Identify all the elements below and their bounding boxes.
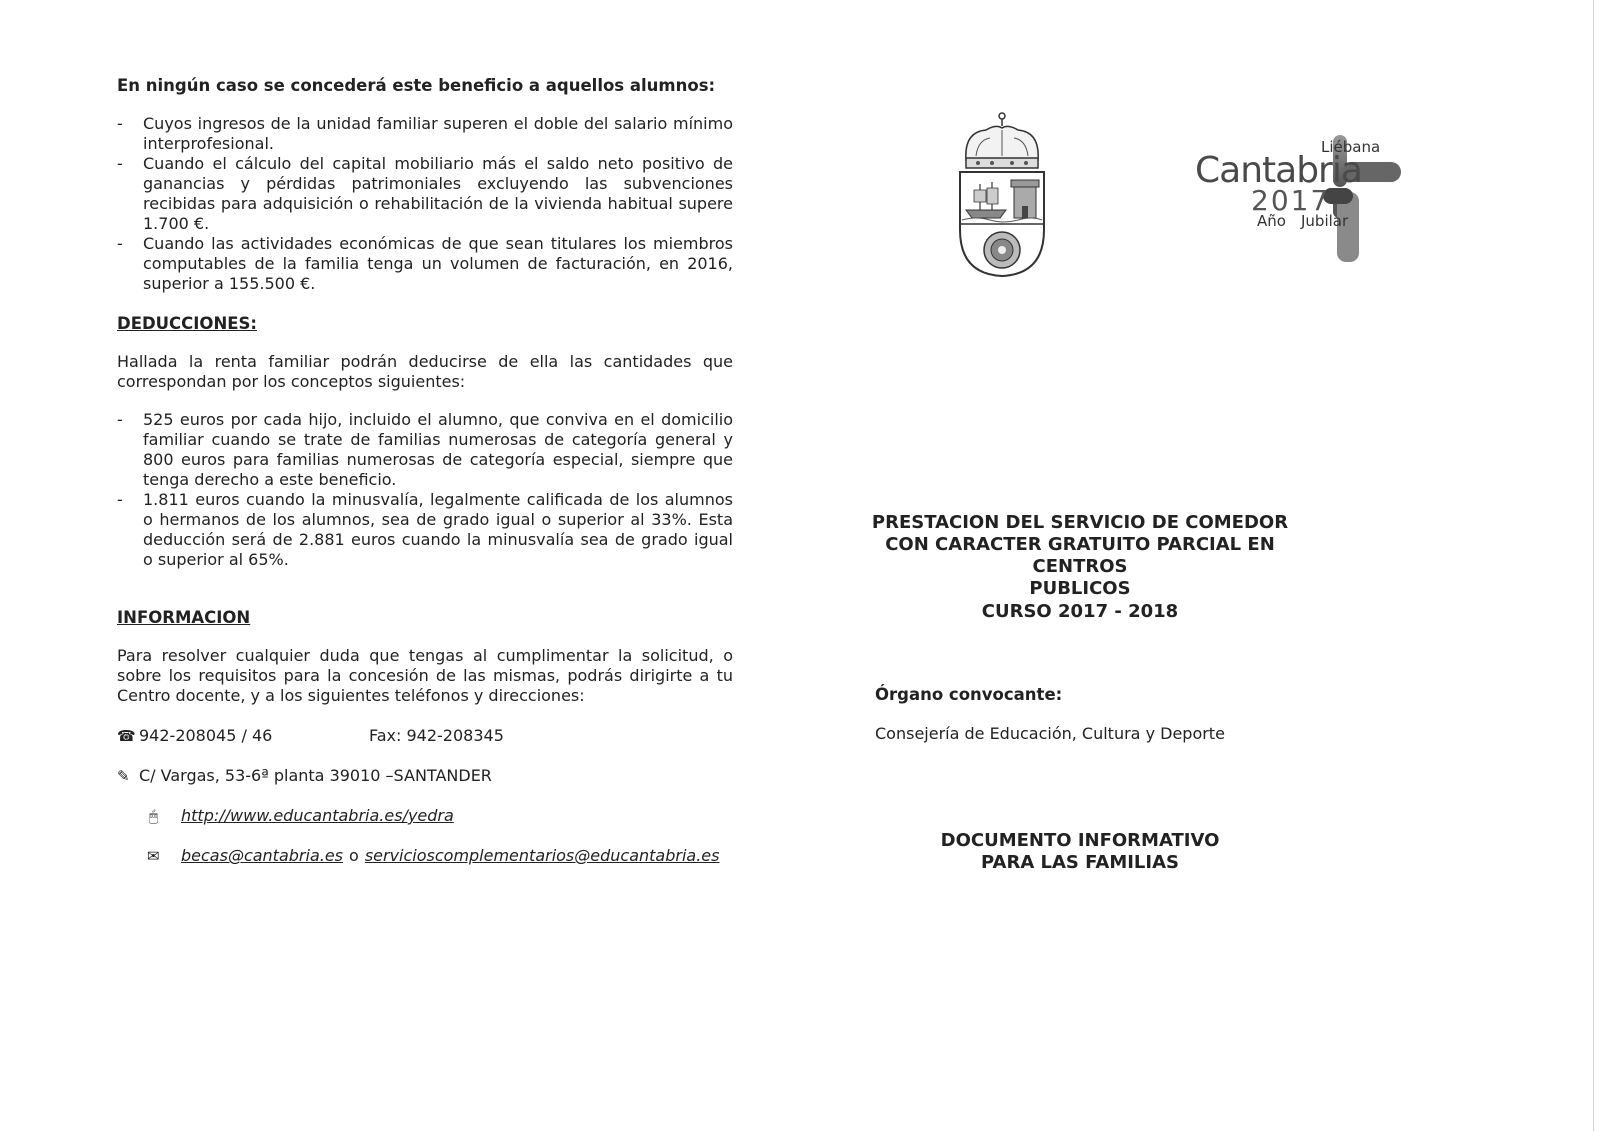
page-edge <box>1593 0 1594 1131</box>
informacion-text: Para resolver cualquier duda que tengas al cumplimentar la solicitud, o sobre los requisitos para la concesión de las mismas, podrás dirigirte a tu Centro docente, y a los siguientes teléfonos y direcciones: <box>117 646 733 705</box>
email-icon: ✉ <box>147 847 160 865</box>
logo-cantabria: Cantabria <box>1195 150 1362 191</box>
phone-number: 942-208045 / 46 <box>139 726 273 745</box>
email-link-servicios[interactable]: servicioscomplementarios@educantabria.es <box>364 846 720 865</box>
list-item: - 1.811 euros cuando la minusvalía, legalmente calificada de los alumnos o hermanos de los alumnos, sea de grado igual o superior al 33%. Esta deducción será de 2.881 euros cuando la minusvalía sea de grado igual o superior al 65%. <box>117 490 733 570</box>
cantabria-jubilee-logo <box>1195 130 1435 270</box>
exclusions-list <box>117 114 733 294</box>
coat-of-arms-icon <box>956 110 1048 280</box>
deducciones-heading: DEDUCCIONES: <box>117 314 258 333</box>
logo-ano: Año <box>1257 212 1286 230</box>
email-row <box>117 846 733 866</box>
deducciones-list <box>117 410 733 570</box>
logo-jubilar: Jubilar <box>1301 212 1349 230</box>
address-row <box>117 766 733 786</box>
pen-icon: ✎ <box>117 767 130 785</box>
address-text: C/ Vargas, 53-6ª planta 39010 –SANTANDER <box>139 766 492 785</box>
title-line: PARA LAS FAMILIAS <box>981 852 1179 873</box>
deducciones-intro: Hallada la renta familiar podrán deducirse de ella las cantidades que correspondan por los conceptos siguientes: <box>117 352 733 391</box>
title-line: PUBLICOS <box>1029 578 1131 599</box>
logo-year: 2017 <box>1251 184 1331 217</box>
email-link-becas[interactable]: becas@cantabria.es <box>181 846 344 865</box>
web-link[interactable]: http://www.educantabria.es/yedra <box>181 806 454 825</box>
list-item: - Cuyos ingresos de la unidad familiar superen el doble del salario mínimo interprofesional. <box>117 114 733 154</box>
exclusions-heading: En ningún caso se concederá este beneficio a aquellos alumnos: <box>117 76 716 95</box>
list-item: - 525 euros por cada hijo, incluido el alumno, que conviva en el domicilio familiar cuando se trate de familias numerosas de categoría general y 800 euros para familias numerosas de categoría especial, siempre que tenga derecho a este beneficio. <box>117 410 733 490</box>
title-line: PRESTACION DEL SERVICIO DE COMEDOR <box>871 512 1289 533</box>
phone-icon: ☎ <box>117 727 136 745</box>
mouse-icon: 🖱 <box>149 807 159 825</box>
title-line: CON CARACTER GRATUITO PARCIAL EN CENTROS <box>885 534 1275 577</box>
list-item: - Cuando el cálculo del capital mobiliario más el saldo neto positivo de ganancias y pérdidas patrimoniales excluyendo las subvenciones recibidas para adquisición o rehabilitación de la vivienda habitual supere 1.700 €. <box>117 154 733 234</box>
web-row <box>117 806 733 826</box>
list-item: - Cuando las actividades económicas de que sean titulares los miembros computables de la familia tenga un volumen de facturación, en 2016, superior a 155.500 €. <box>117 234 733 294</box>
main-title <box>870 512 1290 600</box>
organo-label: Órgano convocante: <box>875 685 1063 704</box>
phone-row <box>117 726 733 746</box>
fax-number: Fax: 942-208345 <box>369 726 504 745</box>
organo-value: Consejería de Educación, Cultura y Deporte <box>875 724 1225 743</box>
curso-title: CURSO 2017 - 2018 <box>981 601 1179 622</box>
left-column <box>117 76 733 866</box>
logo-liebana: Liébana <box>1321 138 1381 156</box>
email-separator: o <box>349 846 359 865</box>
informacion-heading: INFORMACION <box>117 608 251 627</box>
title-line: DOCUMENTO INFORMATIVO <box>940 830 1220 851</box>
documento-title <box>870 830 1290 874</box>
